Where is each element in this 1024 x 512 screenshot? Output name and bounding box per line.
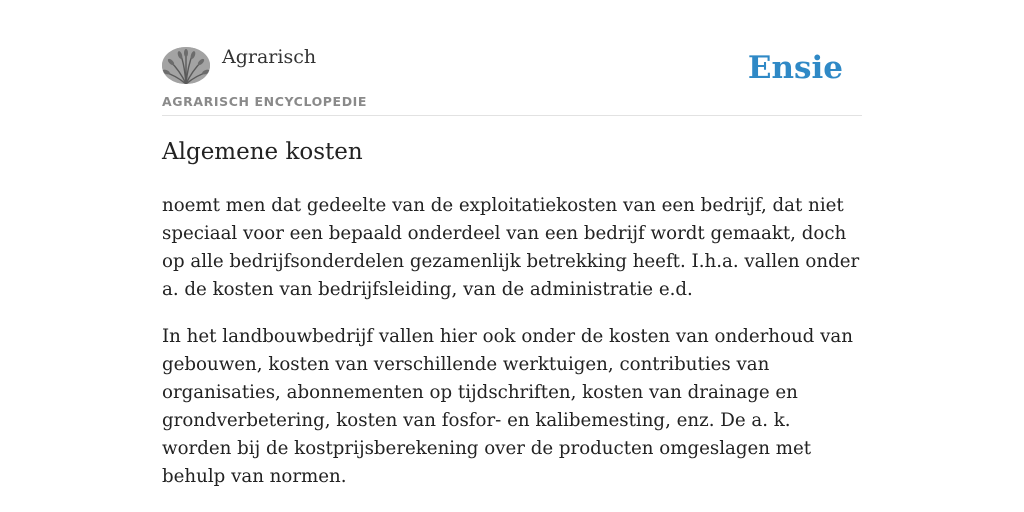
article-paragraph: In het landbouwbedrijf vallen hier ook onder de kosten van onderhoud van gebouwen, kosten van verschillende werktuigen, contributies van organisaties, abonnementen op tijdschriften, kosten van drainage en grondverbetering, kosten van fosfor- en kalibemesting, enz. De a. k. worden bij de kostprijsberekening over de producten omgeslagen met behulp van normen. — [162, 326, 853, 487]
header — [162, 0, 862, 116]
brand-logo[interactable]: Ensie — [747, 50, 843, 86]
article-page — [162, 0, 862, 512]
article-paragraph: noemt men dat gedeelte van de exploitatiekosten van een bedrijf, dat niet speciaal voor een bepaald onderdeel van een bedrijf wordt gemaakt, doch op alle bedrijfsonderdelen gezamenlijk betrekking heeft. I.h.a. vallen onder a. de kosten van bedrijfsleiding, van de administratie e.d. — [162, 195, 860, 300]
source-subtitle[interactable]: AGRARISCH ENCYCLOPEDIE — [162, 94, 368, 109]
article-body — [162, 192, 862, 510]
article-title: Algemene kosten — [162, 139, 363, 165]
wheat-icon[interactable] — [162, 47, 210, 84]
source-name[interactable]: Agrarisch — [222, 46, 317, 68]
